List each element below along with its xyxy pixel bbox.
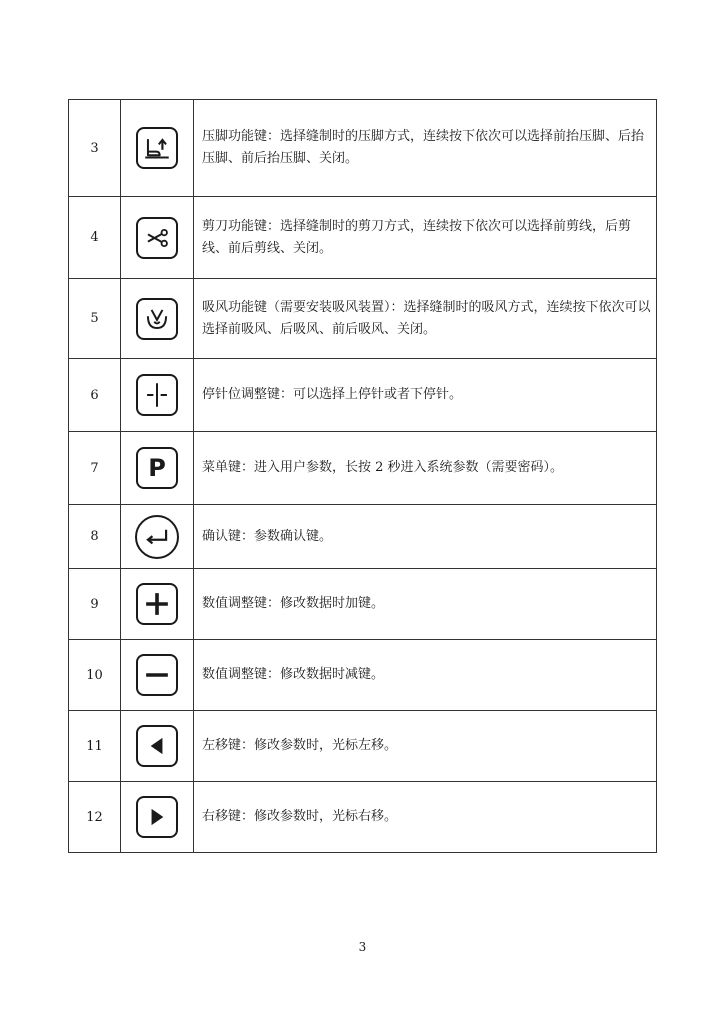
row-number: 9 [69, 569, 121, 640]
row-description: 压脚功能键：选择缝制时的压脚方式，连续按下依次可以选择前抬压脚、后抬压脚、前后抬压脚、关闭。 [194, 100, 657, 197]
scissors-icon [136, 217, 178, 259]
row-number: 11 [69, 711, 121, 782]
table-row [69, 640, 657, 711]
table-row [69, 197, 657, 279]
row-description: 菜单键：进入用户参数，长按 2 秒进入系统参数（需要密码）。 [194, 432, 657, 505]
presser-foot-icon [136, 127, 178, 169]
row-description: 吸风功能键（需要安装吸风装置）：选择缝制时的吸风方式，连续按下依次可以选择前吸风、后吸风、前后吸风、关闭。 [194, 279, 657, 359]
row-description: 右移键：修改参数时，光标右移。 [194, 782, 657, 853]
row-description: 剪刀功能键：选择缝制时的剪刀方式，连续按下依次可以选择前剪线，后剪线、前后剪线、关闭。 [194, 197, 657, 279]
minus-icon [136, 654, 178, 696]
row-description: 数值调整键：修改数据时加键。 [194, 569, 657, 640]
suction-icon [136, 298, 178, 340]
row-description: 确认键：参数确认键。 [194, 505, 657, 569]
row-description: 左移键：修改参数时，光标左移。 [194, 711, 657, 782]
table-row [69, 100, 657, 197]
table-row [69, 432, 657, 505]
row-number: 4 [69, 197, 121, 279]
table-row [69, 279, 657, 359]
table-row [69, 569, 657, 640]
needle-position-icon [136, 374, 178, 416]
row-description: 停针位调整键：可以选择上停针或者下停针。 [194, 359, 657, 432]
row-description: 数值调整键：修改数据时减键。 [194, 640, 657, 711]
left-arrow-icon [136, 725, 178, 767]
menu-p-icon [136, 447, 178, 489]
key-function-table [68, 99, 657, 853]
table-row [69, 782, 657, 853]
row-number: 6 [69, 359, 121, 432]
row-number: 3 [69, 100, 121, 197]
enter-icon [135, 515, 179, 559]
page-number: 3 [358, 940, 367, 954]
table-row [69, 711, 657, 782]
right-arrow-icon [136, 796, 178, 838]
row-number: 10 [69, 640, 121, 711]
menu-p-glyph: P [148, 454, 166, 482]
row-number: 5 [69, 279, 121, 359]
row-number: 8 [69, 505, 121, 569]
row-number: 7 [69, 432, 121, 505]
table-row [69, 359, 657, 432]
plus-icon [136, 583, 178, 625]
row-number: 12 [69, 782, 121, 853]
table-row [69, 505, 657, 569]
